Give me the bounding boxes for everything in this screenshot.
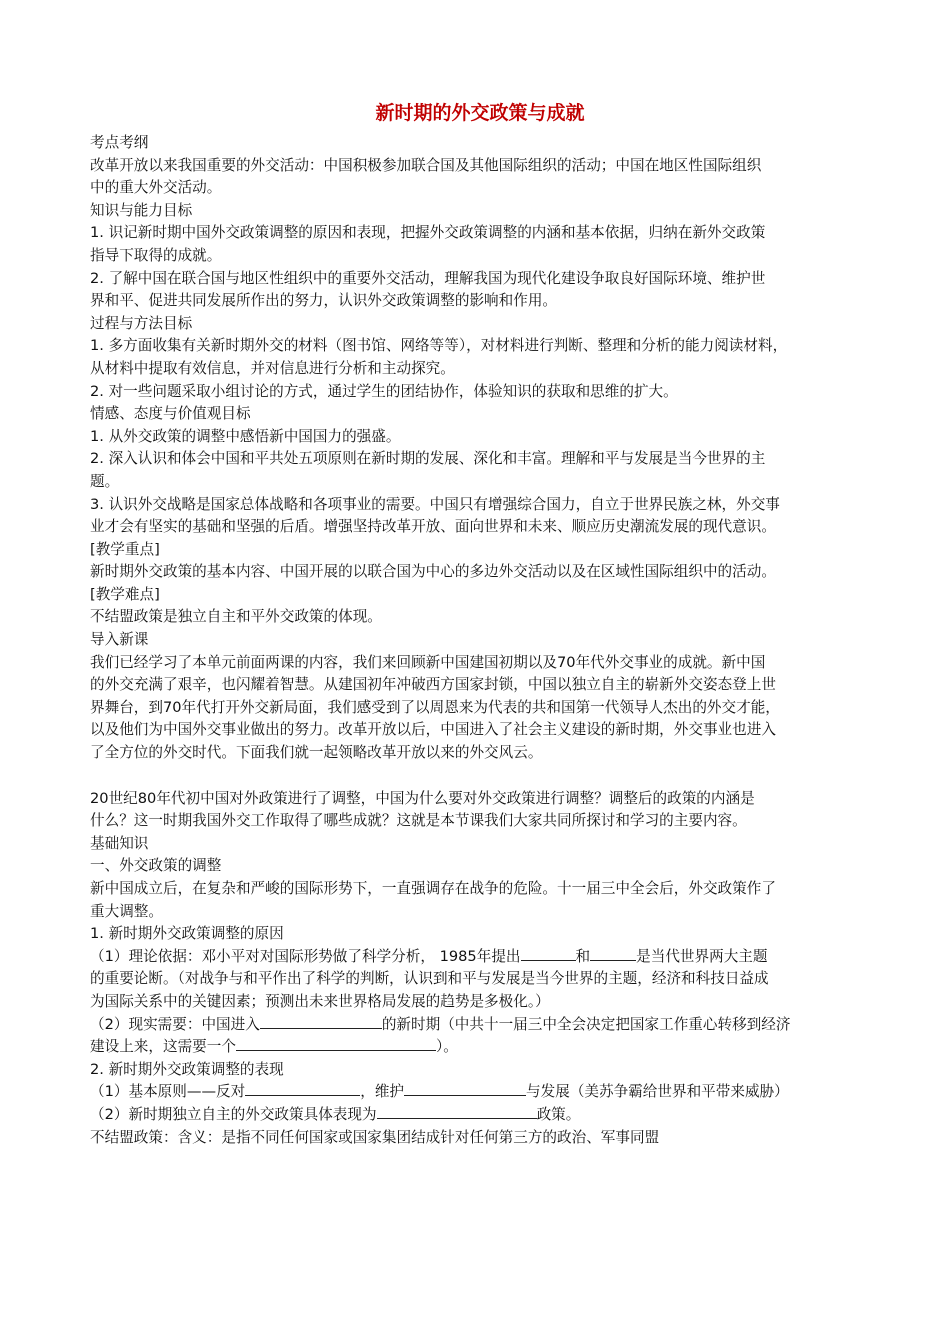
answer-blank[interactable] — [377, 1104, 537, 1119]
fill-blank-line — [90, 1104, 870, 1127]
text-segment: 与发展（美苏争霸给世界和平带来威胁） — [526, 1083, 789, 1101]
text-line: 知识与能力目标 — [90, 201, 193, 219]
text-line: 新时期外交政策的基本内容、中国开展的以联合国为中心的多边外交活动以及在区域性国际组织中的活动。 — [90, 563, 776, 581]
fill-blank-line — [90, 1014, 870, 1037]
text-line: 为国际关系中的关键因素；预测出未来世界格局发展的趋势是多极化。） — [90, 992, 550, 1010]
text-line: 重大调整。 — [90, 902, 163, 920]
text-line: 不结盟政策：含义：是指不同任何国家或国家集团结成针对任何第三方的政治、军事同盟 — [90, 1128, 660, 1146]
text-segment: 的新时期（中共十一届三中全会决定把国家工作重心转移到经济 — [381, 1015, 791, 1033]
text-segment: 和 — [575, 947, 591, 965]
text-line: 1. 多方面收集有关新时期外交的材料（图书馆、网络等等），对材料进行判断、整理和分析的能力阅读材料， — [90, 337, 788, 355]
text-line: 一、外交政策的调整 — [90, 857, 222, 875]
text-line: 1. 识记新时期中国外交政策调整的原因和表现，把握外交政策调整的内涵和基本依据，归纳在新外交政策 — [90, 224, 766, 242]
paragraph-gap — [90, 765, 870, 788]
text-line: 1. 从外交政策的调整中感悟新中国国力的强盛。 — [90, 427, 401, 445]
text-segment: ，维护 — [360, 1083, 405, 1101]
text-segment: ）。 — [435, 1038, 458, 1056]
document-title: 新时期的外交政策与成就 — [375, 102, 585, 124]
text-line: 中的重大外交活动。 — [90, 179, 222, 197]
fill-blank-line — [90, 1081, 870, 1104]
text-line: 2. 深入认识和体会中国和平共处五项原则在新时期的发展、深化和丰富。理解和平与发展是当今世界的主 — [90, 450, 766, 468]
text-line: 新中国成立后，在复杂和严峻的国际形势下，一直强调存在战争的危险。十一届三中全会后，外交政策作了 — [90, 880, 776, 897]
text-line: 从材料中提取有效信息，并对信息进行分析和主动探究。 — [90, 359, 455, 377]
text-line: 业才会有坚实的基础和坚强的后盾。增强坚持改革开放、面向世界和未来、顺应历史潮流发展的现代意识。 — [90, 518, 776, 536]
text-line: 考点考纲 — [90, 134, 149, 151]
text-segment: （1）基本原则——反对 — [90, 1083, 246, 1101]
text-line: 2. 新时期外交政策调整的表现 — [90, 1060, 284, 1078]
answer-blank[interactable] — [245, 1081, 360, 1096]
text-line: 界舞台，到70年代打开外交新局面，我们感受到了以周恩来为代表的共和国第一代领导人杰出的外交才能， — [90, 698, 780, 716]
answer-blank[interactable] — [590, 946, 636, 961]
text-line: 导入新课 — [90, 631, 149, 649]
text-line: 了全方位的外交时代。下面我们就一起领略改革开放以来的外交风云。 — [90, 744, 543, 762]
text-line: 不结盟政策是独立自主和平外交政策的体现。 — [90, 608, 382, 626]
text-segment: （2）新时期独立自主的外交政策具体表现为 — [90, 1105, 377, 1123]
text-line: 以及他们为中国外交事业做出的努力。改革开放以后，中国进入了社会主义建设的新时期，外交事业也进入 — [90, 721, 776, 739]
document-page — [90, 100, 870, 1149]
text-line: 的重要论断。（对战争与和平作出了科学的判断，认识到和平与发展是当今世界的主题，经济和科技日益成 — [90, 970, 769, 988]
text-segment: （1）理论依据：邓小平对对国际形势做了科学分析， 1985年提出 — [90, 947, 521, 965]
fill-blank-line — [90, 946, 870, 969]
text-segment: 建设上来，这需要一个 — [90, 1038, 236, 1056]
document-body — [90, 132, 870, 1149]
text-line: [教学重点] — [90, 540, 160, 558]
text-segment: 政策。 — [536, 1105, 581, 1123]
text-segment: （2）现实需要：中国进入 — [90, 1015, 260, 1033]
answer-blank[interactable] — [260, 1014, 382, 1029]
text-segment: 是当代世界两大主题 — [636, 947, 768, 965]
text-line: 改革开放以来我国重要的外交活动：中国积极参加联合国及其他国际组织的活动；中国在地区性国际组织 — [90, 156, 762, 174]
text-line: 过程与方法目标 — [90, 314, 193, 332]
text-line: 界和平、促进共同发展所作出的努力，认识外交政策调整的影响和作用。 — [90, 292, 558, 310]
text-line: 的外交充满了艰辛，也闪耀着智慧。从建国初年冲破西方国家封锁，中国以独立自主的崭新外交姿态登上世 — [90, 676, 776, 694]
text-line: [教学难点] — [90, 585, 160, 603]
text-line: 情感、态度与价值观目标 — [90, 405, 251, 423]
answer-blank[interactable] — [236, 1036, 436, 1051]
text-line: 题。 — [90, 472, 120, 490]
text-line: 1. 新时期外交政策调整的原因 — [90, 925, 284, 943]
text-line: 什么？这一时期我国外交工作取得了哪些成就？这就是本节课我们大家共同所探讨和学习的主要内容。 — [90, 812, 747, 830]
text-line: 指导下取得的成就。 — [90, 246, 222, 264]
text-line: 我们已经学习了本单元前面两课的内容，我们来回顾新中国建国初期以及70年代外交事业的成就。新中国 — [90, 653, 766, 671]
fill-blank-line — [90, 1036, 870, 1059]
answer-blank[interactable] — [404, 1081, 526, 1096]
text-line: 20世纪80年代初中国对外政策进行了调整，中国为什么要对外交政策进行调整？调整后的政策的内涵是 — [90, 789, 755, 807]
answer-blank[interactable] — [521, 946, 576, 961]
text-line: 2. 了解中国在联合国与地区性组织中的重要外交活动，理解我国为现代化建设争取良好国际环境、维护世 — [90, 269, 766, 287]
text-line: 2. 对一些问题采取小组讨论的方式，通过学生的团结协作，体验知识的获取和思维的扩大。 — [90, 382, 678, 400]
text-line: 基础知识 — [90, 834, 149, 852]
text-line: 3. 认识外交战略是国家总体战略和各项事业的需要。中国只有增强综合国力，自立于世界民族之林，外交事 — [90, 495, 780, 513]
